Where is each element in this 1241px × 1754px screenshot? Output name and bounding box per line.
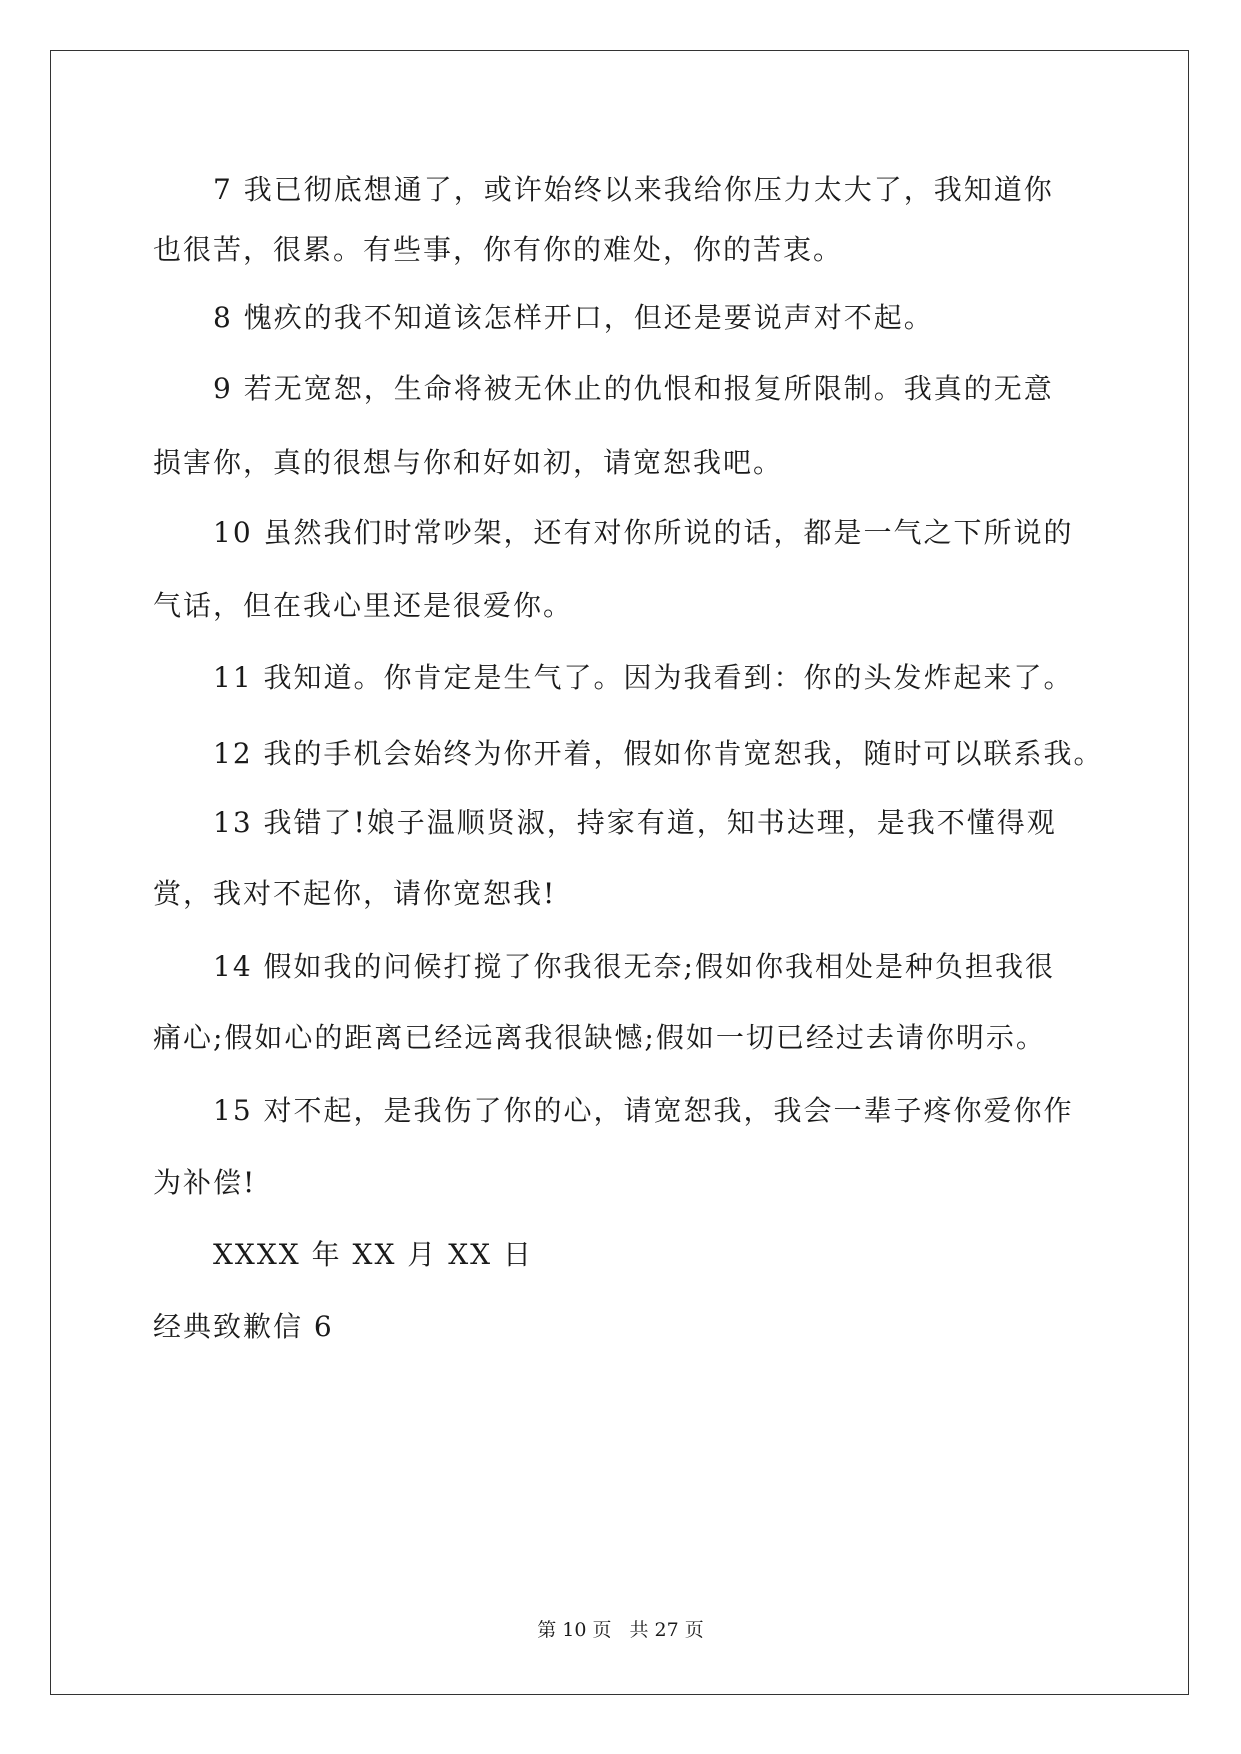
paragraph-14-line-2: 痛心;假如心的距离已经远离我很缺憾;假如一切已经过去请你明示。: [153, 1021, 1046, 1054]
paragraph-10-line-2: 气话，但在我心里还是很爱你。: [153, 589, 574, 622]
page-border: [50, 50, 1189, 1695]
paragraph-11-line-1: 11 我知道。你肯定是生气了。因为我看到：你的头发炸起来了。: [213, 661, 1074, 694]
paragraph-13-line-2: 赏，我对不起你，请你宽恕我!: [153, 877, 557, 910]
paragraph-13-line-1: 13 我错了!娘子温顺贤淑，持家有道，知书达理，是我不懂得观: [213, 806, 1057, 839]
section-heading: 经典致歉信 6: [153, 1310, 334, 1343]
page-footer: [0, 1618, 1241, 1642]
paragraph-9-line-1: 9 若无宽恕，生命将被无休止的仇恨和报复所限制。我真的无意: [213, 372, 1054, 405]
paragraph-8-line-1: 8 愧疚的我不知道该怎样开口，但还是要说声对不起。: [213, 301, 934, 334]
paragraph-9-line-2: 损害你，真的很想与你和好如初，请宽恕我吧。: [153, 446, 784, 479]
paragraph-12-line-1: 12 我的手机会始终为你开着，假如你肯宽恕我，随时可以联系我。: [213, 737, 1104, 770]
paragraph-14-line-1: 14 假如我的问候打搅了你我很无奈;假如你我相处是种负担我很: [213, 950, 1055, 983]
page-number: 第 10 页: [537, 1619, 612, 1641]
paragraph-15-line-1: 15 对不起，是我伤了你的心，请宽恕我，我会一辈子疼你爱你作: [213, 1094, 1074, 1127]
paragraph-7-line-2: 也很苦，很累。有些事，你有你的难处，你的苦衷。: [153, 233, 844, 266]
paragraph-15-line-2: 为补偿!: [153, 1166, 257, 1199]
paragraph-10-line-1: 10 虽然我们时常吵架，还有对你所说的话，都是一气之下所说的: [213, 516, 1074, 549]
page-total: 共 27 页: [629, 1619, 704, 1641]
letter-date: XXXX 年 XX 月 XX 日: [213, 1238, 533, 1271]
paragraph-7-line-1: 7 我已彻底想通了，或许始终以来我给你压力太大了，我知道你: [213, 173, 1054, 206]
